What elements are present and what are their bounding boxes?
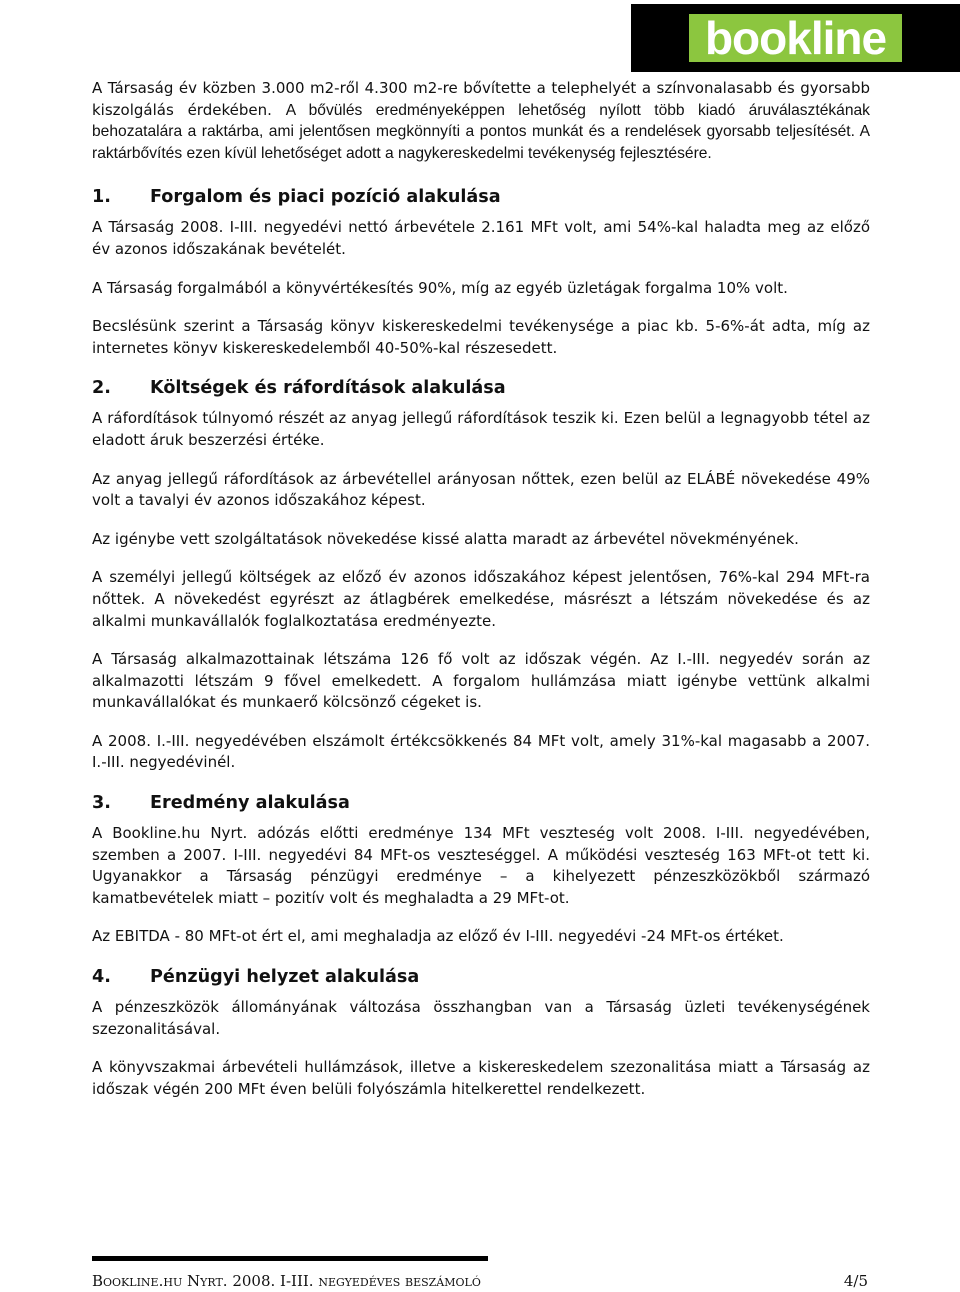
section-2-heading xyxy=(92,377,870,399)
section-2-paragraph-2: Az anyag jellegű ráfordítások az árbevétellel arányosan nőttek, ezen belül az ELÁBÉ növekedése 49% volt a tavalyi év azonos időszakához képest. xyxy=(92,469,870,510)
section-3-heading xyxy=(92,792,870,814)
section-3-paragraph-2: Az EBITDA - 80 MFt-ot ért el, ami meghaladja az előző év I-III. negyedévi -24 MFt-os értéket. xyxy=(92,927,784,946)
section-3-number: 3. xyxy=(92,793,111,814)
intro-paragraph xyxy=(92,78,870,164)
report-body xyxy=(92,78,870,1100)
section-4-number: 4. xyxy=(92,967,111,988)
section-4-title: Pénzügyi helyzet alakulása xyxy=(150,967,420,988)
section-2-paragraph-3: Az igénybe vett szolgáltatások növekedése kissé alatta maradt az árbevétel növekményének. xyxy=(92,529,799,548)
section-1-paragraph-1: A Társaság 2008. I-III. negyedévi nettó árbevétele 2.161 MFt volt, ami 54%-kal haladta meg az előző év azonos időszakának bevételét. xyxy=(92,218,870,258)
footer-divider xyxy=(92,1256,488,1261)
section-2-paragraph-5: A Társaság alkalmazottainak létszáma 126 fő volt az időszak végén. Az I.-III. negyedév során az alkalmazotti létszám 9 fővel emelkedett. A forgalom hullámzása miatt igénybe vettünk alkalmi munkavállalókat és munkaerő kölcsönző cégeket is. xyxy=(92,650,870,712)
section-1-paragraph-2: A Társaság forgalmából a könyvértékesítés 90%, míg az egyéb üzletágak forgalma 10% volt. xyxy=(92,278,788,297)
section-2-number: 2. xyxy=(92,378,111,399)
page-footer xyxy=(92,1271,868,1291)
section-4-heading xyxy=(92,966,870,988)
footer-page-number: 4/5 xyxy=(843,1272,868,1290)
section-3-title: Eredmény alakulása xyxy=(150,793,350,814)
intro-sentence-1: A Társaság év közben 3.000 m2-ről 4.300 m2-re bővítette a telephelyét a színvonalasabb és gyorsabb kiszolgálás érdekében. xyxy=(92,79,870,119)
section-2-title: Költségek és ráfordítások alakulása xyxy=(150,378,506,399)
section-2-paragraph-6: A 2008. I.-III. negyedévében elszámolt értékcsökkenés 84 MFt volt, amely 31%-kal magasabb a 2007. I.-III. negyedévinél. xyxy=(92,731,870,772)
section-2-paragraph-1: A ráfordítások túlnyomó részét az anyag jellegű ráfordítások teszik ki. Ezen belül a legnagyobb tétel az eladott áruk beszerzési értéke. xyxy=(92,409,870,449)
section-1-heading xyxy=(92,186,870,208)
section-3-paragraph-1: A Bookline.hu Nyrt. adózás előtti eredménye 134 MFt veszteség volt 2008. I-III. negyedévében, szemben a 2007. I-III. negyedévi 84 MFt-os veszteséggel. A működési veszteség 163 MFt-ot tett ki. Ugyanakkor a Társaság pénzügyi eredménye – a kihelyezett pénzeszközökből származó kamatbevételek miatt – pozitív volt és meghaladta a 29 MFt-ot. xyxy=(92,824,870,907)
section-1-paragraph-3: Becslésünk szerint a Társaság könyv kiskereskedelmi tevékenysége a piac kb. 5-6%-át adta, míg az internetes könyv kiskereskedelemből 40-50%-kal részesedett. xyxy=(92,317,870,357)
section-1-title: Forgalom és piaci pozíció alakulása xyxy=(150,187,501,208)
section-2-paragraph-4: A személyi jellegű költségek az előző év azonos időszakához képest jelentősen, 76%-kal 294 MFt-ra nőttek. A növekedést egyrészt az átlagbérek emelkedése, másrészt a létszám növekedése és az alkalmi munkavállalók foglalkoztatása eredményezte. xyxy=(92,568,870,630)
section-4-paragraph-2: A könyvszakmai árbevételi hullámzások, illetve a kiskereskedelem szezonalitása miatt a Társaság az időszak végén 200 MFt éven belüli folyószámla hitelkerettel rendelkezett. xyxy=(92,1058,870,1098)
bookline-logo-wordmark: bookline xyxy=(689,14,902,62)
intro-sentence-2: A bővülés eredményeképpen lehetőség nyílott több kiadó áruválasztékának behozatalára a raktárba, ami jelentősen megkönnyíti a pontos munkát és a rendelések gyorsabb teljesítését. A raktárbővítés ezen kívül lehetőséget adott a nagykereskedelmi tevékenység fejlesztésére. xyxy=(92,101,870,162)
bookline-logo xyxy=(631,4,960,72)
footer-report-title: Bookline.hu Nyrt. 2008. I-III. negyedéves beszámoló xyxy=(92,1272,481,1290)
section-4-paragraph-1: A pénzeszközök állományának változása összhangban van a Társaság üzleti tevékenységének szezonalitásával. xyxy=(92,998,870,1038)
section-1-number: 1. xyxy=(92,187,111,208)
